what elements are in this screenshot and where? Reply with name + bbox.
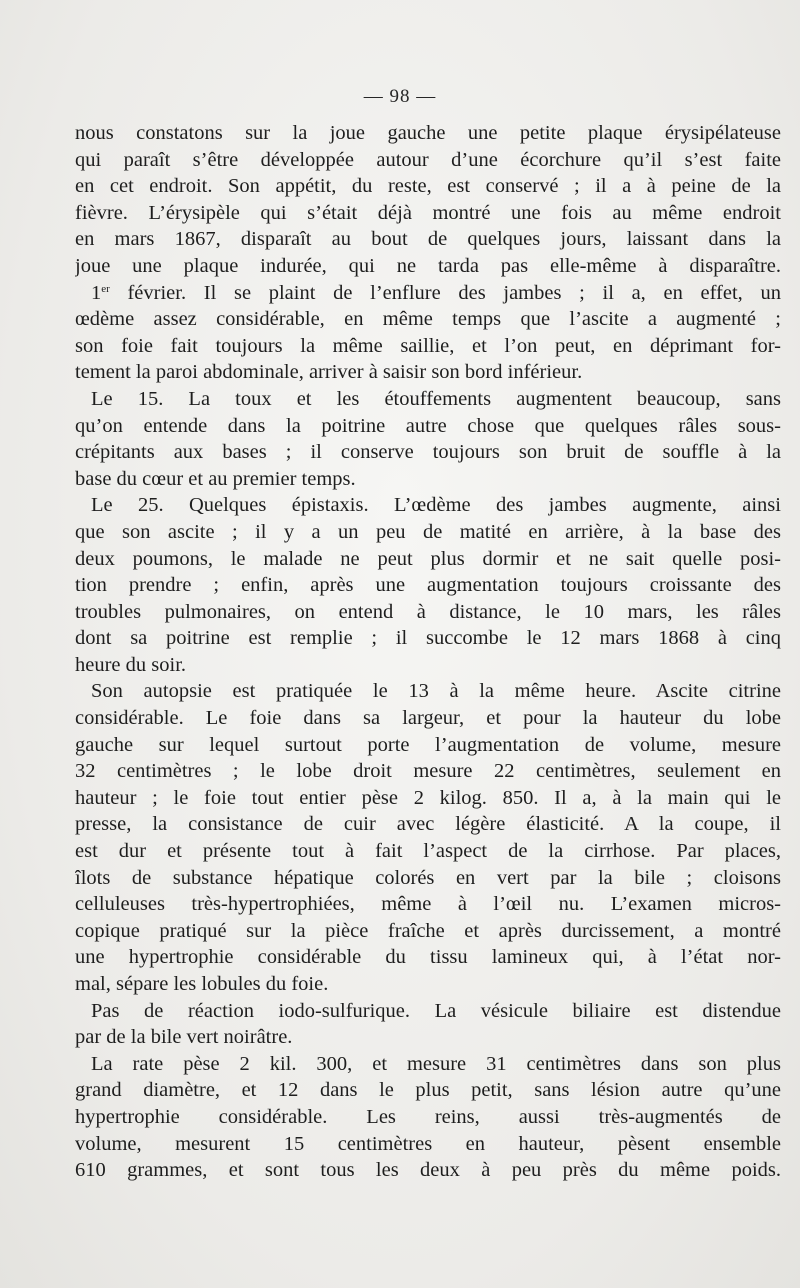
- text-line: est dur et présente tout à fait l’aspect de la cirrhose. Par places,: [75, 840, 781, 863]
- text-line: copique pratiqué sur la pièce fraîche et après durcissement, a montré: [75, 919, 781, 942]
- text-line: en cet endroit. Son appétit, du reste, est conservé ; il a à peine de la: [75, 175, 781, 198]
- text-line: hauteur ; le foie tout entier pèse 2 kilog. 850. Il a, à la main qui le: [75, 786, 781, 809]
- text-line: fièvre. L’érysipèle qui s’était déjà montré une fois au même endroit: [75, 201, 781, 224]
- text-line: gauche sur lequel surtout porte l’augmentation de volume, mesure: [75, 733, 781, 756]
- body-text: [75, 120, 781, 1184]
- text-line: Pas de réaction iodo-sulfurique. La vésicule biliaire est distendue: [91, 999, 781, 1022]
- page-number: — 98 —: [363, 86, 437, 107]
- text-line: crépitants aux bases ; il conserve toujours son bruit de souffle à la: [75, 441, 781, 464]
- text-line: celluleuses très-hypertrophiées, même à l’œil nu. L’examen micros-: [75, 893, 781, 916]
- text-line: une hypertrophie considérable du tissu lamineux qui, à l’état nor-: [75, 946, 781, 969]
- text-line: îlots de substance hépatique colorés en vert par la bile ; cloisons: [75, 866, 781, 889]
- text-line: que son ascite ; il y a un peu de matité en arrière, à la base des: [75, 520, 781, 543]
- text-line: par de la bile vert noirâtre.: [75, 1026, 293, 1049]
- line-text: février. Il se plaint de l’enflure des jambes ; il a, en effet, un: [109, 281, 781, 304]
- text-line: La rate pèse 2 kil. 300, et mesure 31 centimètres dans son plus: [91, 1052, 781, 1075]
- text-line: tement la paroi abdominale, arriver à saisir son bord inférieur.: [75, 361, 583, 384]
- ordinal-superscript: er: [101, 282, 110, 295]
- text-line: tion prendre ; enfin, après une augmentation toujours croissante des: [75, 574, 781, 597]
- text-line: œdème assez considérable, en même temps que l’ascite a augmenté ;: [75, 308, 781, 331]
- text-line: qu’on entende dans la poitrine autre chose que quelques râles sous-: [75, 414, 781, 437]
- text-line: nous constatons sur la joue gauche une petite plaque érysipélateuse: [75, 122, 781, 144]
- text-line: deux poumons, le malade ne peut plus dormir et ne sait quelle posi-: [75, 547, 781, 570]
- text-line: grand diamètre, et 12 dans le plus petit, sans lésion autre qu’une: [75, 1079, 781, 1102]
- text-line: qui paraît s’être développée autour d’une écorchure qu’il s’est faite: [75, 148, 781, 171]
- text-line: [75, 280, 781, 307]
- text-line: son foie fait toujours la même saillie, et l’on peut, en déprimant for-: [75, 334, 781, 357]
- text-line: 610 grammes, et sont tous les deux à peu près du même poids.: [75, 1159, 781, 1182]
- text-line: dont sa poitrine est remplie ; il succombe le 12 mars 1868 à cinq: [75, 627, 781, 650]
- text-line: Son autopsie est pratiquée le 13 à la même heure. Ascite citrine: [91, 680, 781, 703]
- text-line: hypertrophie considérable. Les reins, aussi très-augmentés de: [75, 1105, 781, 1128]
- date-number: 1: [91, 281, 102, 304]
- text-line: volume, mesurent 15 centimètres en hauteur, pèsent ensemble: [75, 1132, 781, 1155]
- text-line: joue une plaque indurée, qui ne tarda pas elle-même à disparaître.: [75, 254, 781, 277]
- text-line: troubles pulmonaires, on entend à distance, le 10 mars, les râles: [75, 600, 781, 623]
- text-line: Le 25. Quelques épistaxis. L’œdème des jambes augmente, ainsi: [91, 494, 781, 517]
- text-line: 32 centimètres ; le lobe droit mesure 22 centimètres, seulement en: [75, 760, 781, 783]
- text-line: presse, la consistance de cuir avec légère élasticité. A la coupe, il: [75, 813, 781, 836]
- text-line: Le 15. La toux et les étouffements augmentent beaucoup, sans: [91, 387, 781, 410]
- text-line: heure du soir.: [75, 653, 187, 676]
- text-line: base du cœur et au premier temps.: [75, 467, 356, 490]
- text-line: mal, sépare les lobules du foie.: [75, 973, 329, 995]
- text-line: considérable. Le foie dans sa largeur, et pour la hauteur du lobe: [75, 707, 781, 730]
- text-line: en mars 1867, disparaît au bout de quelques jours, laissant dans la: [75, 228, 781, 251]
